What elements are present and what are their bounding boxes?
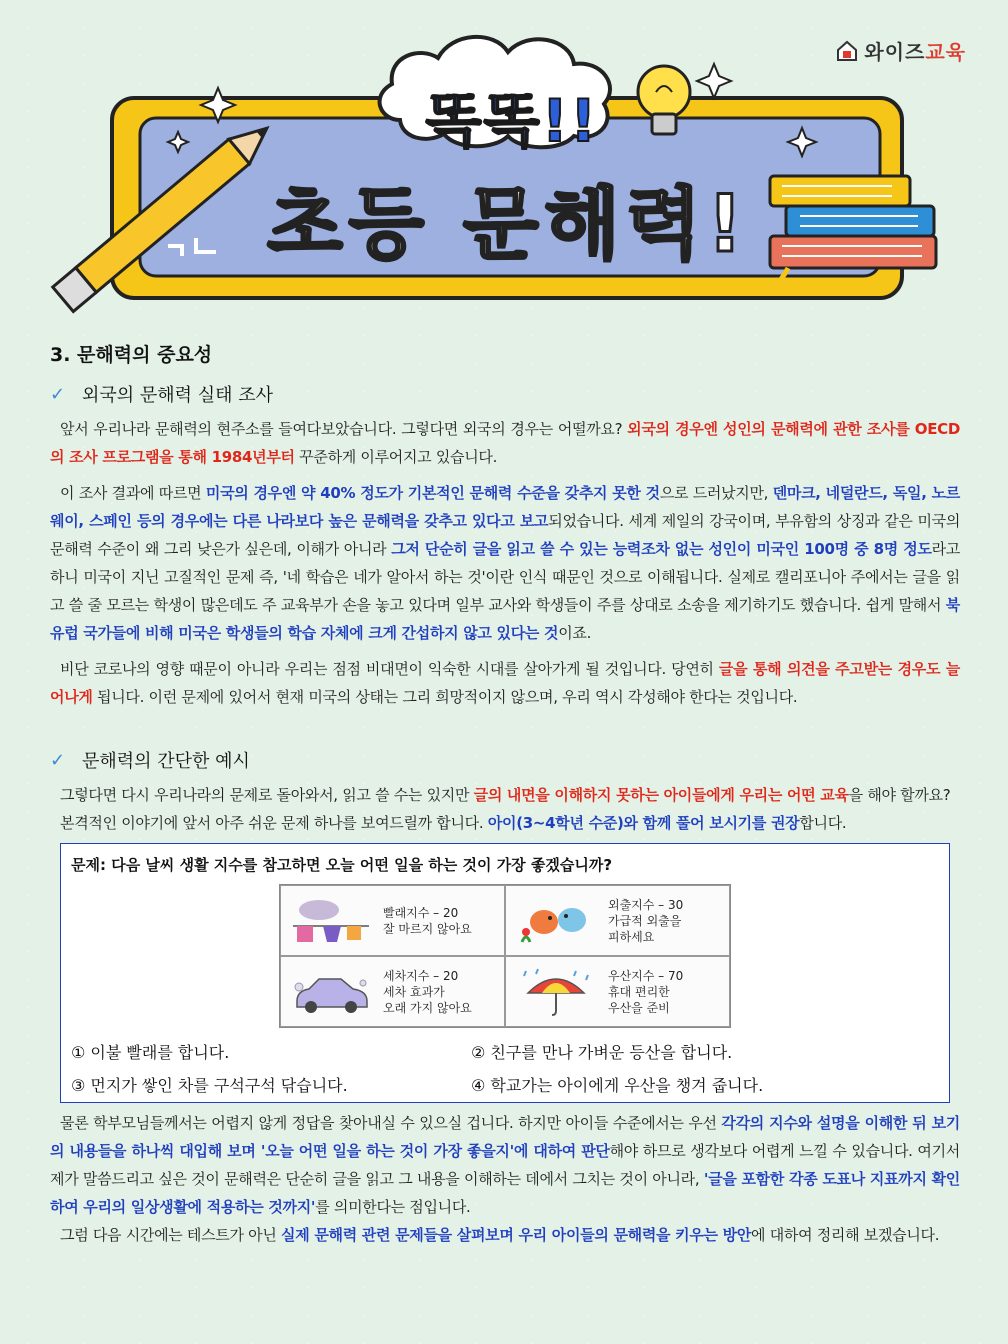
subheading-label: 외국의 문해력 실태 조사: [82, 385, 274, 406]
checkmark-icon: ✓: [50, 383, 66, 405]
text-run: 됩니다. 이런 문제에 있어서 현재 미국의 상태는 그리 희망적이지 않으며, 우리 역시 각성해야 한다는 것입니다.: [92, 688, 798, 706]
text-run: 으로 드러났지만,: [659, 484, 773, 502]
books-icon: [770, 176, 936, 286]
quiz-option: ① 이불 빨래를 합니다.: [71, 1043, 230, 1062]
text-run: 를 의미한다는 점입니다.: [315, 1198, 471, 1216]
umbrella-icon: [514, 967, 598, 1017]
text-run: 이 조사 결과에 따르면: [60, 484, 206, 502]
index-text: 우산지수 – 70 휴대 편리한 우산을 준비: [608, 968, 684, 1015]
paragraph: [50, 479, 960, 647]
text-run: 되었습니다. 세계 제일의 강국이며, 부유함의 상징과 같은 미국의 문해력 수준이 왜 그리 낮은가 싶은데, 이해가 아니라: [50, 512, 961, 558]
section-title: 3. 문해력의 중요성: [50, 344, 213, 366]
quiz-option: ④ 학교가는 아이에게 우산을 챙겨 줍니다.: [471, 1076, 764, 1095]
checkmark-icon: ✓: [50, 749, 66, 771]
paragraph: [50, 1221, 960, 1249]
text-run: 에 대하여 정리해 보겠습니다.: [751, 1226, 940, 1244]
index-text: 빨래지수 – 20 잘 마르지 않아요: [383, 905, 472, 936]
text-run: 비단 코로나의 영향 때문이 아니라 우리는 점점 비대면이 익숙한 시대를 살아가게 될 것입니다. 당연히: [60, 660, 719, 678]
highlight-text: 미국의 경우엔 약 40% 정도가 기본적인 문해력 수준을 갖추지 못한 것: [205, 484, 660, 502]
text-run: 이죠.: [558, 624, 592, 642]
highlight-text: 덴마크, 네덜란드, 독일, 노르웨이, 스페인 등의 경우에는 다른 나라보다 높은 문해력을 갖추고 있다고 보고: [50, 484, 960, 530]
subheading-label: 문해력의 간단한 예시: [82, 751, 250, 772]
highlight-text: '글을 포함한 각종 도표나 지표까지 확인하여 우리의 일상생활에 적용하는 것까지': [50, 1170, 960, 1216]
highlight-text: 외국의 경우엔 성인의 문해력에 관한 조사를 OECD의 조사 프로그램을 통해 1984년부터: [50, 420, 961, 466]
highlight-text: 아이(3~4학년 수준)와 함께 풀어 보시기를 권장: [487, 814, 800, 832]
paragraph: [50, 781, 960, 809]
quiz-options: [71, 1040, 951, 1096]
quiz-box: [60, 843, 950, 1103]
text-run: 라고 하니 미국이 지닌 고질적인 문제 즉, '네 학습은 네가 알아서 하는 것'이란 인식 때문인 것으로 이해됩니다. 실제로 캘리포니아 주에서는 글을 읽고 쓸 줄 모르는 학생이 많은데도 주 교육부가 손을 놓고 있다며 일부 교사와 학생들이 주를 상대로 소송을 제기하기도 했습니다. 쉽게 말해서: [50, 540, 960, 614]
quiz-option: ③ 먼지가 쌓인 차를 구석구석 닦습니다.: [71, 1076, 348, 1095]
banner: [0, 0, 1008, 320]
laundry-icon: [289, 896, 373, 946]
brand-name: 와이즈교육: [864, 40, 966, 64]
text-run: 꾸준하게 이루어지고 있습니다.: [294, 448, 498, 466]
article-content: [50, 340, 960, 1249]
text-run: 을 해야 할까요?: [848, 786, 951, 804]
text-run: 그럼 다음 시간에는 테스트가 아닌: [60, 1226, 282, 1244]
subheading-survey: [50, 381, 960, 407]
car-icon: [289, 967, 373, 1017]
paragraph: [50, 1109, 960, 1221]
text-run: 그렇다면 다시 우리나라의 문제로 돌아와서, 읽고 쓸 수는 있지만: [60, 786, 474, 804]
subheading-example: [50, 747, 960, 773]
index-cell-outing: [505, 885, 730, 956]
highlight-text: 실제 문해력 관련 문제들을 살펴보며 우리 아이들의 문해력을 키우는 방안: [281, 1226, 752, 1244]
quiz-question: 문제: 다음 날씨 생활 지수를 참고하면 오늘 어떤 일을 하는 것이 가장 좋겠습니까?: [71, 856, 613, 874]
highlight-text: 그저 단순히 글을 읽고 쓸 수 있는 능력조차 없는 성인이 미국인 100명 중 8명 정도: [391, 540, 932, 558]
paragraph: [50, 809, 960, 837]
banner-subtitle: 똑똑!!: [425, 87, 599, 155]
index-cell-laundry: [280, 885, 505, 956]
text-run: 앞서 우리나라 문해력의 현주소를 들여다보았습니다. 그렇다면 외국의 경우는 어떨까요?: [60, 420, 628, 438]
highlight-text: 글의 내면을 이해하지 못하는 아이들에게 우리는 어떤 교육: [473, 786, 849, 804]
weather-index-table: [279, 884, 731, 1028]
quiz-option: ② 친구를 만나 가벼운 등산을 합니다.: [471, 1043, 733, 1062]
index-cell-umbrella: [505, 956, 730, 1027]
highlight-text: 글을 통해 의견을 주고받는 경우도 늘어나게: [50, 660, 960, 706]
highlight-text: 각각의 지수와 설명을 이해한 뒤 보기의 내용들을 하나씩 대입해 보며 '오늘 어떤 일을 하는 것이 가장 좋을지'에 대하여 판단: [50, 1114, 960, 1160]
text-run: 본격적인 이야기에 앞서 아주 쉬운 문제 하나를 보여드릴까 합니다.: [60, 814, 488, 832]
paragraph: [50, 655, 960, 711]
text-run: 합니다.: [799, 814, 847, 832]
birds-icon: [514, 896, 598, 946]
banner-title: 초등 문해력!: [267, 180, 749, 270]
text-run: 물론 학부모님들께서는 어렵지 않게 정답을 찾아내실 수 있으실 겁니다. 하지만 아이들 수준에서는 우선: [60, 1114, 722, 1132]
index-text: 세차지수 – 20 세차 효과가 오래 가지 않아요: [383, 968, 472, 1015]
text-run: 해야 하므로 생각보다 어렵게 느낄 수 있습니다. 여기서 제가 말씀드리고 싶은 것이 문해력은 단순히 글을 읽고 그 내용을 이해하는 데에서 그치는 것이 아니라,: [50, 1142, 960, 1188]
highlight-text: 북유럽 국가들에 비해 미국은 학생들의 학습 자체에 크게 간섭하지 않고 있다는 것: [50, 596, 960, 642]
index-cell-carwash: [280, 956, 505, 1027]
paragraph: [50, 415, 960, 471]
index-text: 외출지수 – 30 가급적 외출을 피하세요: [608, 897, 684, 944]
